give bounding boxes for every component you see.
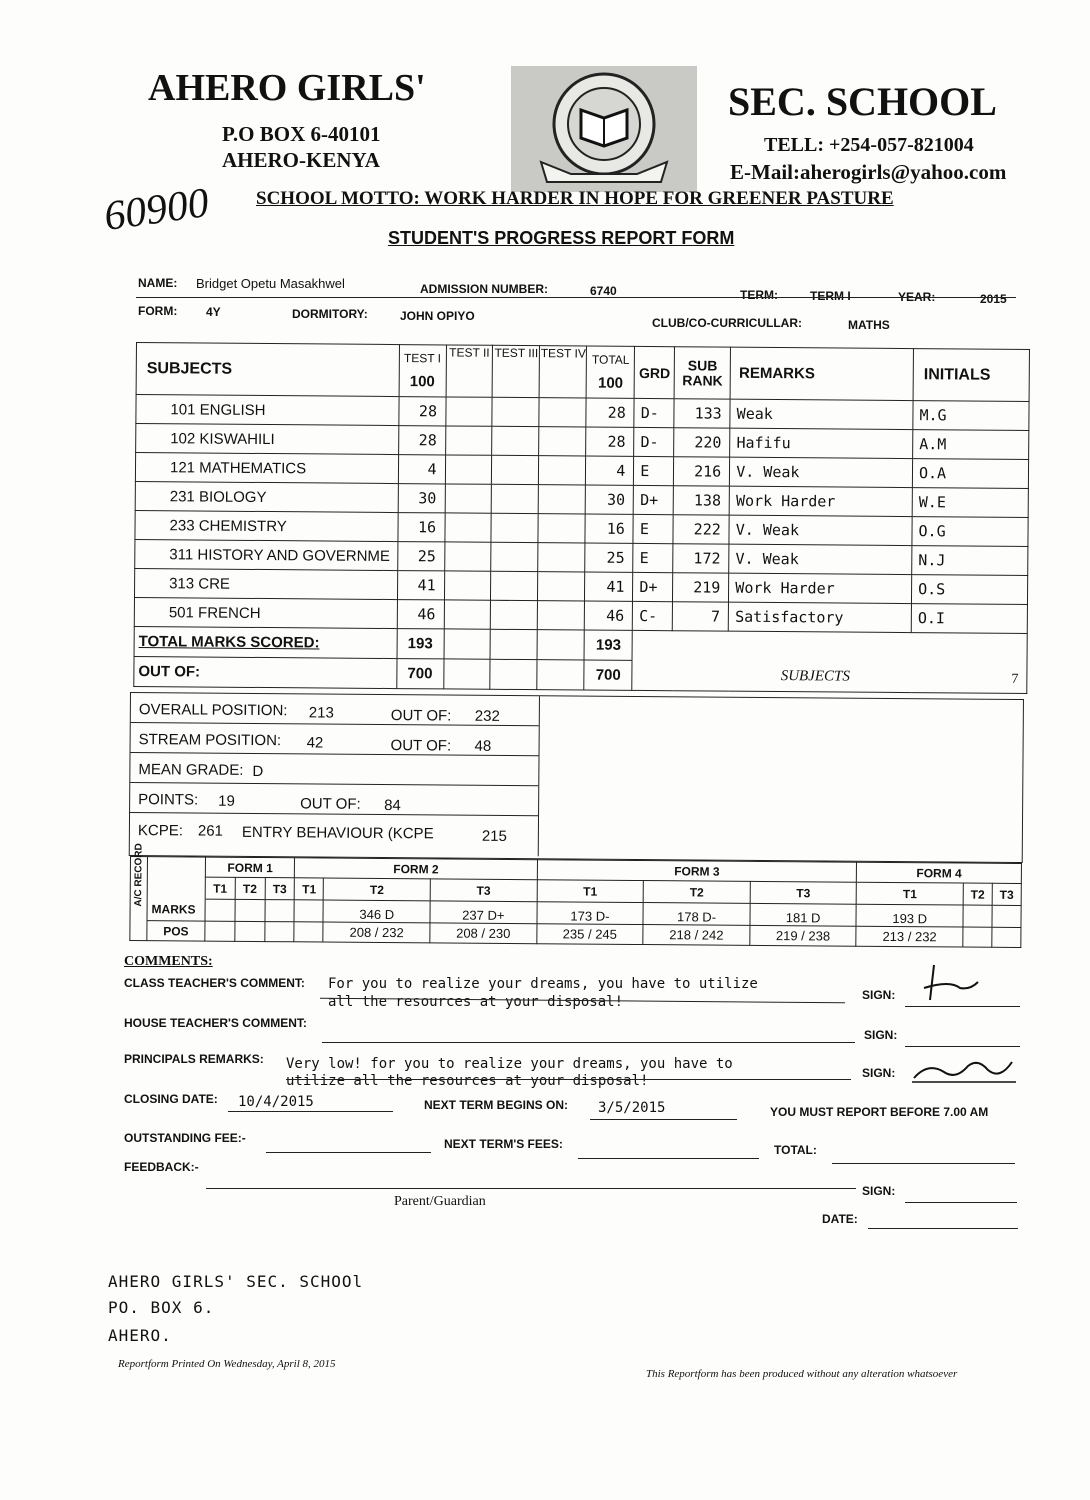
summary-box [129, 692, 1024, 863]
test4-cell [538, 514, 585, 543]
mean-grade: D [252, 762, 264, 781]
grade-cell: E [633, 543, 673, 572]
record-marks-cell [205, 899, 235, 921]
term-header: T3 [265, 878, 295, 900]
total-cell: 41 [585, 572, 633, 601]
term-header: T2 [324, 878, 431, 901]
initials-cell: N.J [912, 546, 1028, 576]
record-marks-cell [963, 905, 992, 927]
test2-cell [445, 484, 492, 513]
points-outof-label: OUT OF: [300, 795, 361, 813]
test4-cell [539, 427, 586, 456]
kcpe-label: KCPE: [137, 822, 183, 840]
stamp-line-2: PO. BOX 6. [108, 1298, 215, 1317]
term-header: T2 [643, 881, 750, 904]
class-teacher-label: CLASS TEACHER'S COMMENT: [124, 976, 305, 990]
house-teacher-label: HOUSE TEACHER'S COMMENT: [124, 1016, 307, 1030]
test2-header: TEST II [446, 345, 493, 397]
term-header: T2 [963, 883, 992, 905]
test1-cell: 16 [398, 513, 445, 542]
stamp-line-1: AHERO GIRLS' SEC. SCHOOl [108, 1272, 364, 1291]
test2-cell [444, 513, 491, 542]
test3-cell [491, 600, 538, 629]
term-header: T3 [430, 879, 537, 902]
total-header: TOTAL 100 [586, 346, 634, 398]
house-teacher-sign-label: SIGN: [864, 1028, 898, 1042]
total-cell: 28 [586, 427, 634, 456]
term-header: T1 [205, 877, 235, 899]
pos-row-label: POS [147, 921, 205, 941]
grade-cell: C- [633, 601, 673, 630]
test3-header: TEST III [493, 345, 540, 397]
grade-cell: E [634, 456, 674, 485]
stamp-line-3: AHERO. [108, 1326, 172, 1345]
class-teacher-comment-2: all the resources at your disposal! [328, 994, 624, 1010]
remarks-header: REMARKS [730, 347, 913, 400]
initials-cell: W.E [912, 488, 1028, 518]
term-header: T1 [857, 882, 964, 905]
term-header: T1 [295, 878, 324, 900]
dormitory-label: DORMITORY: [292, 307, 368, 321]
test3-cell [492, 455, 539, 484]
initials-cell: A.M [913, 430, 1029, 460]
subject-cell: 313 CRE [134, 568, 397, 599]
grade-cell: D- [634, 398, 674, 427]
form-value: 4Y [206, 305, 221, 319]
test3-cell [492, 484, 539, 513]
term-header: T3 [750, 881, 857, 904]
principal-remark-2: utilize all the resources at your disposal! [286, 1073, 649, 1089]
grade-cell: D- [634, 427, 674, 456]
test2-cell [445, 426, 492, 455]
stream-outof-label: OUT OF: [390, 737, 452, 755]
points-outof: 84 [384, 796, 401, 815]
test2-cell [444, 542, 491, 571]
remark-cell: Work Harder [729, 486, 912, 516]
report-time-note: YOU MUST REPORT BEFORE 7.00 AM [770, 1105, 989, 1119]
rank-cell: 172 [673, 544, 729, 573]
record-side-label: A/C RECORD [130, 857, 148, 941]
stream-position: 42 [306, 734, 324, 752]
printed-date: Reportform Printed On Wednesday, April 8, 2015 [118, 1358, 336, 1370]
entry-behaviour: 215 [481, 827, 507, 845]
test2-cell [445, 397, 492, 426]
total-cell: 4 [586, 456, 634, 485]
record-marks-cell: 178 D- [643, 903, 750, 926]
points: 19 [218, 792, 235, 810]
rank-cell: 219 [673, 573, 729, 602]
test3-cell [491, 542, 538, 571]
initials-cell: O.A [912, 459, 1028, 489]
remark-cell: V. Weak [730, 457, 913, 487]
feedback-label: FEEDBACK:- [124, 1160, 199, 1174]
principal-remark-1: Very low! for you to realize your dreams, you have to [286, 1056, 733, 1072]
rank-cell: 7 [673, 602, 729, 631]
feedback-date-label: DATE: [822, 1212, 858, 1226]
handwritten-note: 60900 [101, 179, 212, 241]
closing-date: 10/4/2015 [238, 1094, 314, 1110]
sub-rank-header: SUB RANK [674, 347, 730, 399]
test4-cell [538, 572, 585, 601]
overall-position-label: OVERALL POSITION: [138, 701, 288, 720]
record-pos-cell: 208 / 232 [323, 922, 430, 943]
subject-cell: 121 MATHEMATICS [135, 453, 398, 484]
subject-cell: 501 FRENCH [134, 597, 397, 628]
school-name-left: AHERO GIRLS' [148, 67, 426, 109]
principal-sign-label: SIGN: [862, 1066, 896, 1080]
remark-cell: V. Weak [729, 544, 912, 574]
total-cell: 30 [586, 485, 634, 514]
test4-cell [539, 456, 586, 485]
total-total: 193 [584, 630, 632, 660]
total-marks-label: TOTAL MARKS SCORED: [134, 626, 397, 658]
test4-cell [539, 485, 586, 514]
parent-guardian-label: Parent/Guardian [394, 1194, 486, 1209]
grade-cell: D+ [633, 572, 673, 601]
record-marks-cell [265, 900, 295, 922]
record-marks-cell: 193 D [856, 904, 963, 927]
record-table [129, 843, 1022, 948]
rank-cell: 222 [673, 515, 729, 544]
class-teacher-signature [920, 960, 990, 1005]
overall-position: 213 [308, 704, 334, 722]
class-teacher-sign-label: SIGN: [862, 988, 896, 1002]
outstanding-fee-label: OUTSTANDING FEE:- [124, 1131, 246, 1145]
term-value: TERM I [810, 289, 851, 303]
rank-cell: 133 [674, 399, 730, 428]
term-header: T1 [537, 880, 644, 903]
record-marks-cell: 237 D+ [430, 901, 537, 924]
admission-number: 6740 [590, 284, 617, 298]
subject-cell: 233 CHEMISTRY [135, 510, 398, 541]
subject-cell: 102 KISWAHILI [136, 424, 399, 455]
test2-cell [444, 571, 491, 600]
initials-cell: O.G [912, 517, 1028, 547]
grade-header: GRD [634, 346, 674, 398]
record-marks-cell [992, 905, 1021, 927]
term-label: TERM: [740, 288, 778, 302]
record-pos-cell [294, 922, 323, 942]
test4-header: TEST IV [539, 346, 586, 398]
entry-behaviour-label: ENTRY BEHAVIOUR (KCPE [241, 823, 434, 843]
town: AHERO-KENYA [222, 148, 380, 172]
total-cell: 28 [586, 398, 634, 427]
test1-cell: 25 [397, 542, 444, 571]
total-cell: 46 [585, 601, 633, 630]
subject-cell: 311 HISTORY AND GOVERNME [135, 539, 398, 570]
overall-outof-label: OUT OF: [390, 707, 452, 725]
stream-position-label: STREAM POSITION: [138, 731, 282, 750]
form4-header: FORM 4 [857, 862, 1022, 883]
school-logo [511, 66, 697, 192]
principal-label: PRINCIPALS REMARKS: [124, 1052, 264, 1066]
record-pos-cell: 235 / 245 [536, 924, 643, 945]
rank-cell: 138 [673, 486, 729, 515]
marks-table [133, 342, 1030, 694]
record-marks-cell: 346 D [323, 900, 430, 923]
rank-cell: 216 [674, 457, 730, 486]
feedback-sign-label: SIGN: [862, 1184, 896, 1198]
test3-cell [492, 426, 539, 455]
grade-cell: D+ [633, 485, 673, 514]
record-pos-cell: 208 / 230 [430, 923, 537, 944]
term-header: T3 [992, 883, 1021, 905]
test1-cell: 28 [398, 397, 445, 426]
class-teacher-comment-1: For you to realize your dreams, you have to utilize [328, 976, 758, 992]
record-pos-cell [963, 927, 992, 947]
admission-label: ADMISSION NUMBER: [420, 282, 548, 296]
remark-cell: Work Harder [729, 573, 912, 603]
closing-date-label: CLOSING DATE: [124, 1092, 218, 1106]
subjects-count: 7 [1011, 671, 1019, 687]
record-pos-cell [264, 922, 294, 942]
initials-header: INITIALS [913, 349, 1029, 402]
grade-cell: E [633, 514, 673, 543]
points-label: POINTS: [138, 791, 199, 809]
form-title: STUDENT'S PROGRESS REPORT FORM [388, 228, 735, 248]
record-marks-cell: 173 D- [537, 902, 644, 925]
test1-cell: 41 [397, 571, 444, 600]
test1-cell: 4 [398, 455, 445, 484]
school-motto: SCHOOL MOTTO: WORK HARDER IN HOPE FOR GREENER PASTURE [256, 188, 894, 209]
record-marks-cell [235, 899, 265, 921]
marks-row-label: MARKS [147, 899, 205, 921]
outof-total: 700 [584, 660, 632, 690]
record-pos-cell [992, 927, 1021, 947]
po-box: P.O BOX 6-40101 [222, 122, 381, 146]
record-pos-cell [205, 921, 235, 941]
dormitory-value: JOHN OPIYO [400, 309, 475, 323]
form1-header: FORM 1 [205, 857, 295, 878]
total-fees-label: TOTAL: [774, 1143, 817, 1157]
record-marks-cell [294, 900, 323, 922]
comments-heading: COMMENTS: [124, 954, 213, 969]
subjects-header: SUBJECTS [136, 343, 399, 397]
record-pos-cell [235, 921, 265, 941]
form2-header: FORM 2 [295, 858, 537, 880]
initials-cell: O.S [912, 575, 1028, 605]
test4-cell [538, 543, 585, 572]
test2-cell [444, 600, 491, 629]
name-label: NAME: [138, 276, 178, 290]
test1-cell: 30 [398, 484, 445, 513]
telephone: TELL: +254-057-821004 [764, 134, 974, 156]
disclaimer: This Reportform has been produced without any alteration whatsoever [646, 1368, 958, 1380]
test1-cell: 46 [397, 600, 444, 629]
term-header: T2 [235, 877, 265, 899]
principal-signature [908, 1054, 1020, 1088]
initials-cell: M.G [913, 401, 1029, 431]
test3-cell [491, 513, 538, 542]
email: E-Mail:aherogirls@yahoo.com [730, 160, 1007, 184]
remark-cell: Satisfactory [728, 602, 911, 632]
rank-cell: 220 [674, 428, 730, 457]
form-label: FORM: [138, 304, 178, 318]
record-pos-cell: 213 / 232 [856, 926, 963, 947]
mean-grade-label: MEAN GRADE: [138, 761, 244, 779]
remark-cell: V. Weak [729, 515, 912, 545]
test1-header: TEST I 100 [399, 345, 446, 397]
test3-cell [492, 397, 539, 426]
remark-cell: Hafifu [730, 428, 913, 458]
subjects-count-label: SUBJECTS [780, 667, 850, 685]
outof-test1: 700 [396, 659, 443, 689]
test4-cell [539, 398, 586, 427]
subject-cell: 231 BIOLOGY [135, 481, 398, 512]
student-name: Bridget Opetu Masakhwel [196, 276, 345, 291]
school-name-right: SEC. SCHOOL [728, 79, 997, 124]
outof-label: OUT OF: [134, 656, 397, 688]
total-cell: 16 [585, 514, 633, 543]
next-term-fees-label: NEXT TERM'S FEES: [444, 1137, 563, 1151]
year-label: YEAR: [898, 290, 936, 304]
test4-cell [538, 601, 585, 630]
next-term-label: NEXT TERM BEGINS ON: [424, 1098, 569, 1112]
overall-outof: 232 [474, 707, 500, 725]
year-value: 2015 [980, 292, 1007, 306]
kcpe: 261 [197, 822, 224, 840]
test1-cell: 28 [398, 426, 445, 455]
record-marks-cell: 181 D [750, 903, 857, 926]
club-label: CLUB/CO-CURRICULLAR: [652, 316, 802, 330]
club-value: MATHS [848, 318, 890, 332]
subject-cell: 101 ENGLISH [136, 395, 399, 426]
test3-cell [491, 571, 538, 600]
total-test1: 193 [397, 629, 444, 659]
stream-outof: 48 [474, 737, 492, 755]
record-pos-cell: 219 / 238 [750, 925, 857, 946]
total-cell: 25 [585, 543, 633, 572]
next-term-date: 3/5/2015 [598, 1100, 666, 1116]
initials-cell: O.I [911, 604, 1027, 634]
test2-cell [445, 455, 492, 484]
form3-header: FORM 3 [537, 860, 857, 883]
record-pos-cell: 218 / 242 [643, 925, 750, 946]
remark-cell: Weak [730, 399, 913, 429]
